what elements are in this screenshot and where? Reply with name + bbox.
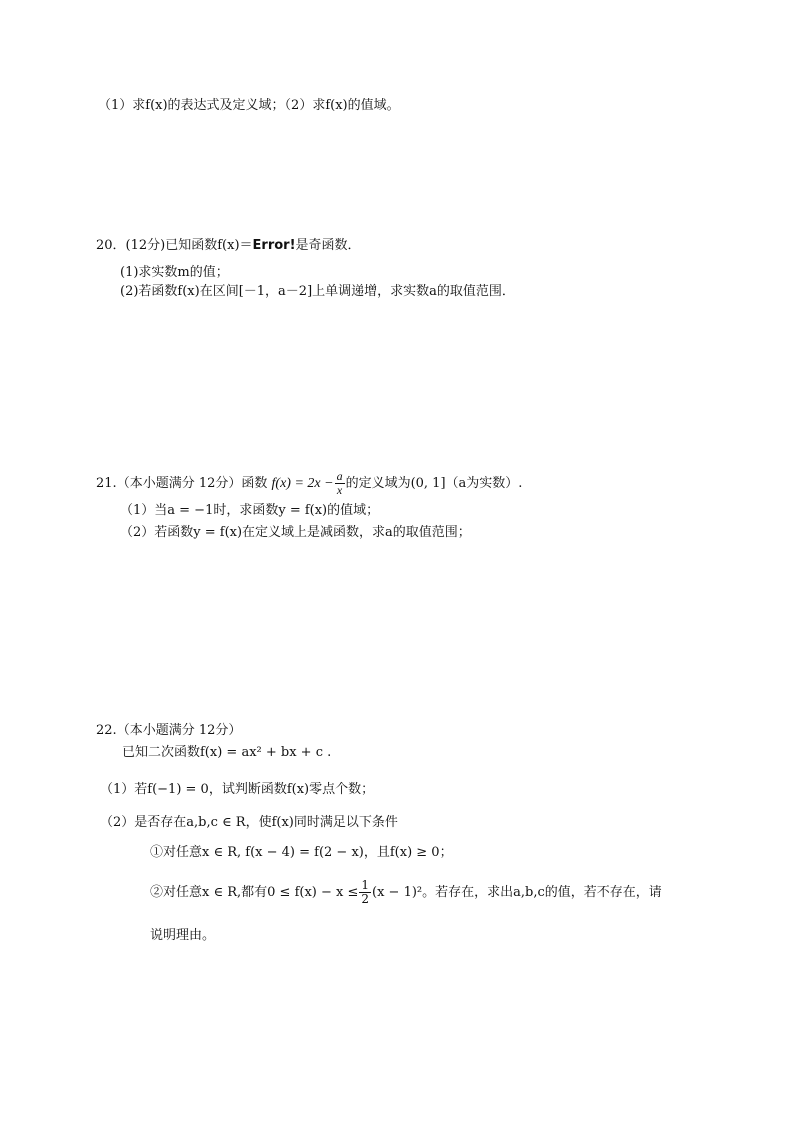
q20-part1: (1)求实数m的值； — [120, 265, 229, 280]
q22-header: （本小题满分 12分） — [116, 723, 242, 738]
q19-parts: （1）求f(x)的表达式及定义域；（2）求f(x)的值域。 — [98, 98, 400, 113]
q22-cond2-frac-num: 1 — [361, 878, 370, 892]
q21-number: 21. — [96, 476, 117, 491]
q22-cond2-frac-den: 2 — [361, 892, 370, 906]
q22-cond2 — [150, 877, 662, 909]
q22-cond2-fraction — [359, 879, 371, 906]
q22-number: 22. — [96, 723, 117, 738]
q21-frac-num: a — [336, 469, 343, 483]
q22-part1: （1）若f(−1) = 0，试判断函数f(x)零点个数； — [100, 782, 375, 797]
q21-stem — [96, 470, 522, 498]
q20-stem — [96, 237, 361, 255]
q21-tail: 的定义域为(0, 1]（a为实数）. — [345, 476, 523, 491]
q20-score: (12分) — [125, 238, 166, 253]
q22-cond2-b: (x − 1)²。若存在，求出a,b,c的值，若不存在，请 — [372, 885, 662, 900]
q20-prefix: 已知函数f(x)＝ — [165, 238, 253, 253]
q22-title — [96, 722, 241, 740]
q20-number: 20． — [96, 238, 126, 253]
q22-cond1: ①对任意x ∈ R, f(x − 4) = f(2 − x)，且f(x) ≥ 0； — [150, 845, 453, 860]
q21-frac-den: x — [336, 483, 343, 497]
q20-suffix: 是奇函数． — [295, 238, 361, 253]
q21-part2: （2）若函数y = f(x)在定义域上是减函数，求a的取值范围； — [120, 525, 471, 540]
q20-part2: (2)若函数f(x)在区间[－1，a－2]上单调递增，求实数a的取值范围． — [120, 284, 515, 299]
q20-error-text: Error! — [252, 238, 296, 253]
q21-func-lhs: f(x) = 2x − — [271, 476, 334, 491]
q21-fraction — [335, 470, 345, 497]
q22-cond2-c: 说明理由。 — [150, 928, 216, 943]
q22-intro: 已知二次函数f(x) = ax² + bx + c . — [122, 745, 332, 760]
q22-cond2-a: ②对任意x ∈ R,都有0 ≤ f(x) − x ≤ — [150, 885, 359, 900]
q21-part1: （1）当a = −1时，求函数y = f(x)的值域； — [120, 503, 380, 518]
q21-header: （本小题满分 12分）函数 — [116, 476, 268, 491]
q22-part2: （2）是否存在a,b,c ∈ R，使f(x)同时满足以下条件 — [100, 815, 398, 830]
